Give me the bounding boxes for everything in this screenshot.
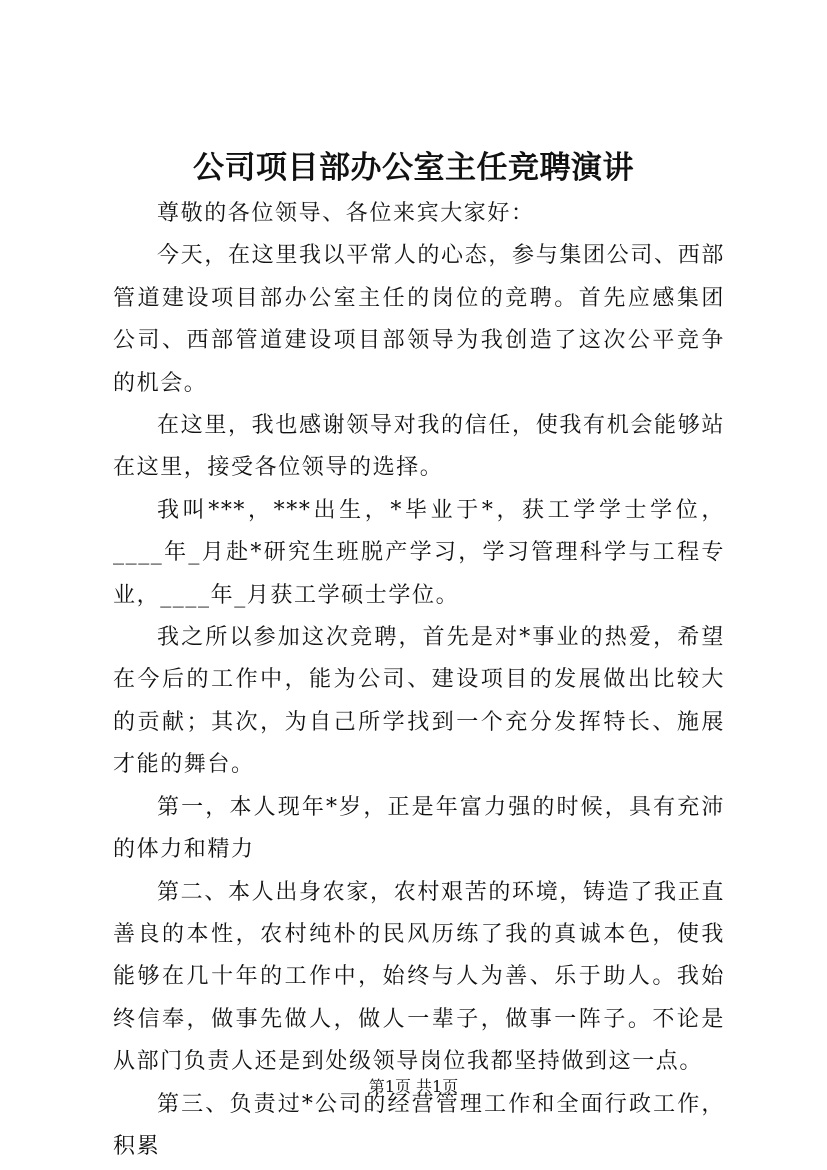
- paragraph: 我叫***，***出生，*毕业于*，获工学学士学位，____年_月赴*研究生班脱产学习，学习管理科学与工程专业，____年_月获工学硕士学位。: [113, 497, 725, 608]
- paragraph: 第三、负责过*公司的经营管理工作和全面行政工作，积累: [113, 1091, 725, 1159]
- document-body: [113, 193, 725, 1168]
- paragraph: 今天，在这里我以平常人的心态，参与集团公司、西部管道建设项目部办公室主任的岗位的竞聘。首先应感集团公司、西部管道建设项目部领导为我创造了这次公平竞争的机会。: [113, 243, 725, 396]
- paragraph: 第二、本人出身农家，农村艰苦的环境，铸造了我正直善良的本性，农村纯朴的民风历练了我的真诚本色，使我能够在几十年的工作中，始终与人为善、乐于助人。我始终信奉，做事先做人，做人一辈子，做事一阵子。不论是从部门负责人还是到处级领导岗位我都坚持做到这一点。: [113, 879, 725, 1075]
- page-footer: 第1页 共1页: [368, 1077, 459, 1096]
- paragraph: 第一，本人现年*岁，正是年富力强的时候，具有充沛的体力和精力: [113, 794, 725, 863]
- paragraph: 我之所以参加这次竞聘，首先是对*事业的热爱，希望在今后的工作中，能为公司、建设项目的发展做出比较大的贡献；其次，为自己所学找到一个充分发挥特长、施展才能的舞台。: [113, 625, 725, 778]
- paragraph: 在这里，我也感谢领导对我的信任，使我有机会能够站在这里，接受各位领导的选择。: [113, 413, 725, 481]
- paragraph-salutation: 尊敬的各位领导、各位来宾大家好：: [157, 201, 535, 226]
- document-title: 公司项目部办公室主任竞聘演讲: [193, 150, 634, 186]
